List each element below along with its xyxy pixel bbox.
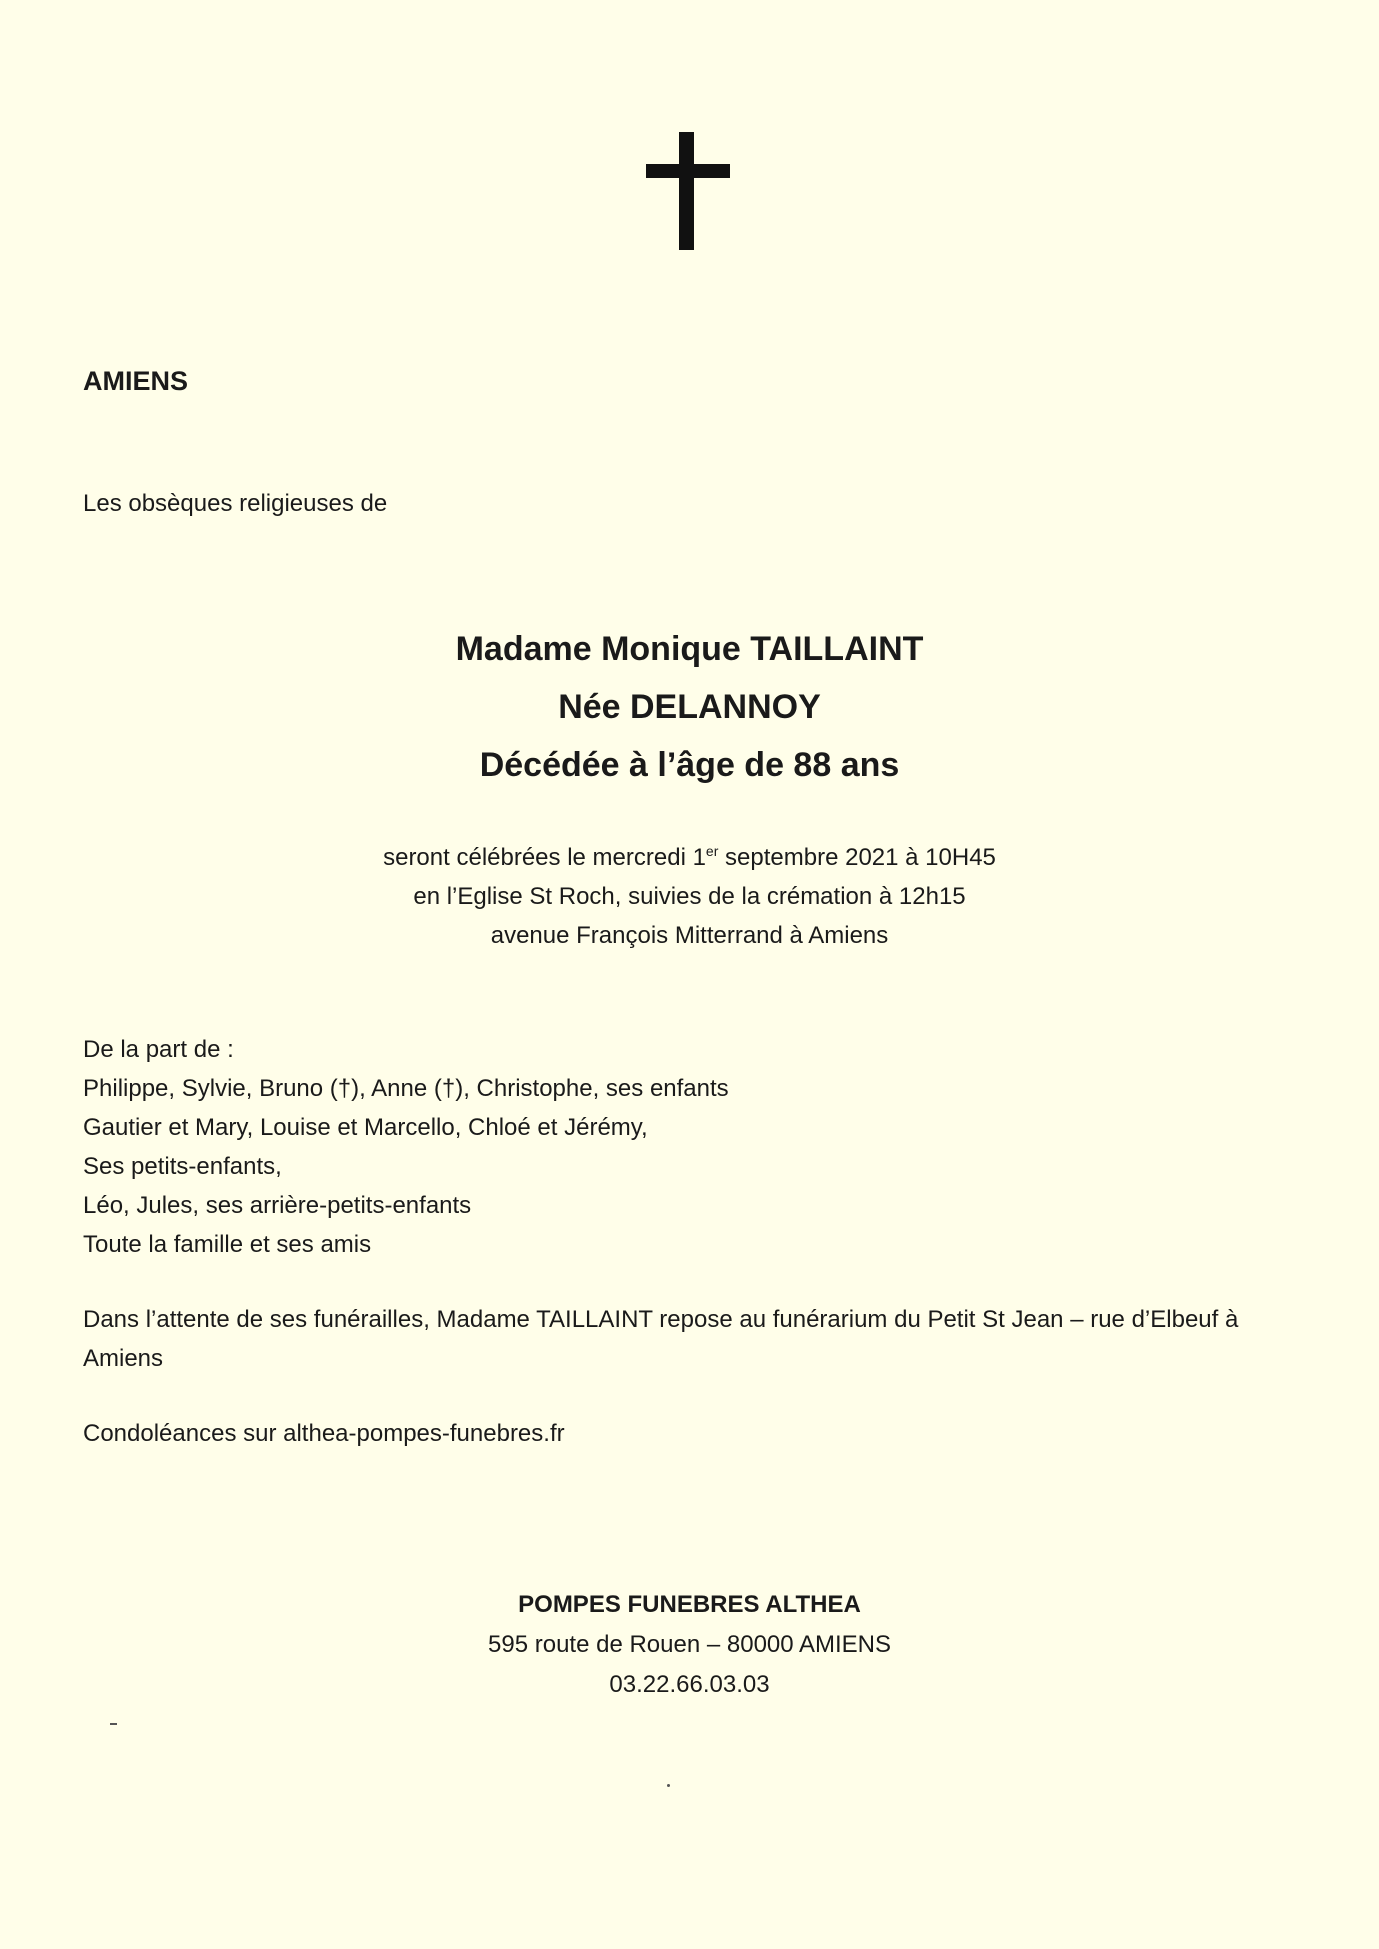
age-line: Décédée à l’âge de 88 ans (479, 746, 900, 784)
company-block (0, 1585, 1379, 1705)
ceremony-place: en l’Eglise St Roch, suivies de la crémation à 12h15 (413, 883, 966, 910)
family-line: Toute la famille et ses amis (83, 1231, 372, 1258)
scan-speck (110, 1723, 117, 1725)
scan-speck (667, 1784, 670, 1787)
family-line: Philippe, Sylvie, Bruno (†), Anne (†), Christophe, ses enfants (83, 1075, 729, 1102)
city-heading: AMIENS (83, 366, 189, 396)
family-list (83, 1030, 729, 1264)
company-address: 595 route de Rouen – 80000 AMIENS (488, 1631, 891, 1658)
family-line: De la part de : (83, 1036, 234, 1063)
funerarium-note: Dans l’attente de ses funérailles, Madame TAILLAINT repose au funérarium du Petit St Jean – rue d’Elbeuf à Amiens (83, 1306, 1239, 1372)
ceremony-date: seront célébrées le mercredi 1er septembre 2021 à 10H45 (383, 843, 996, 871)
family-line: Ses petits-enfants, (83, 1153, 282, 1180)
ceremony-block (0, 832, 1379, 955)
cross-icon (646, 132, 730, 250)
ceremony-address: avenue François Mitterrand à Amiens (490, 922, 889, 949)
maiden-name: Née DELANNOY (558, 688, 821, 726)
intro-text: Les obsèques religieuses de (83, 490, 388, 517)
company-name: POMPES FUNEBRES ALTHEA (518, 1591, 861, 1618)
company-phone: 03.22.66.03.03 (609, 1671, 770, 1698)
deceased-block (0, 620, 1379, 794)
condolences-note: Condoléances sur althea-pompes-funebres.fr (83, 1420, 565, 1447)
deceased-name: Madame Monique TAILLAINT (455, 630, 924, 668)
family-line: Léo, Jules, ses arrière-petits-enfants (83, 1192, 472, 1219)
family-line: Gautier et Mary, Louise et Marcello, Chloé et Jérémy, (83, 1114, 648, 1141)
